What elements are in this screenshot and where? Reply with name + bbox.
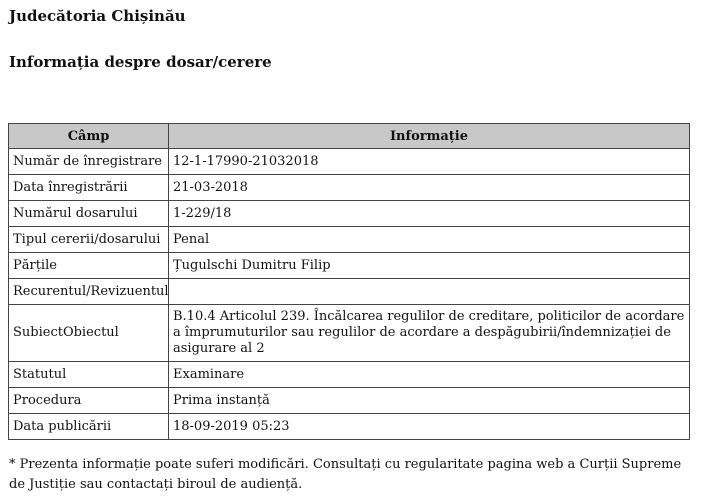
table-row-registration-number	[9, 149, 690, 175]
row-value: Prima instanță	[169, 388, 690, 414]
table-row-registration-date	[9, 175, 690, 201]
row-value: 1-229/18	[169, 201, 690, 227]
table-row-status	[9, 362, 690, 388]
page-title: Informația despre dosar/cerere	[9, 53, 272, 71]
row-label: Tipul cererii/dosarului	[9, 227, 169, 253]
row-value: Penal	[169, 227, 690, 253]
row-value	[169, 279, 690, 305]
court-title: Judecătoria Chișinău	[9, 7, 186, 25]
row-label: Recurentul/Revizuentul	[9, 279, 169, 305]
row-label: SubiectObiectul	[9, 305, 169, 362]
row-value: Țugulschi Dumitru Filip	[169, 253, 690, 279]
row-label: Procedura	[9, 388, 169, 414]
row-label: Număr de înregistrare	[9, 149, 169, 175]
table-row-procedure	[9, 388, 690, 414]
table-header-row	[9, 124, 690, 149]
table-row-publication-date	[9, 414, 690, 440]
row-value: 12-1-17990-21032018	[169, 149, 690, 175]
header-information: Informație	[169, 124, 690, 149]
case-info-table	[8, 123, 690, 440]
row-value: B.10.4 Articolul 239. Încălcarea regulilor de creditare, politicilor de acordare a împrumuturilor sau regulilor de acordare a despăgubirii/îndemnizației de asigurare al 2	[169, 305, 690, 362]
table-row-case-type	[9, 227, 690, 253]
disclaimer-footnote: * Prezenta informație poate suferi modificări. Consultați cu regularitate pagina web a Curții Supreme de Justiție sau contactați biroul de audiență.	[9, 457, 682, 492]
row-label: Statutul	[9, 362, 169, 388]
table-row-parties	[9, 253, 690, 279]
table-row-subject	[9, 305, 690, 362]
row-value: 21-03-2018	[169, 175, 690, 201]
row-value: 18-09-2019 05:23	[169, 414, 690, 440]
header-field: Câmp	[9, 124, 169, 149]
table-row-appellant	[9, 279, 690, 305]
table-row-case-number	[9, 201, 690, 227]
row-label: Numărul dosarului	[9, 201, 169, 227]
row-label: Părțile	[9, 253, 169, 279]
row-value: Examinare	[169, 362, 690, 388]
row-label: Data înregistrării	[9, 175, 169, 201]
row-label: Data publicării	[9, 414, 169, 440]
